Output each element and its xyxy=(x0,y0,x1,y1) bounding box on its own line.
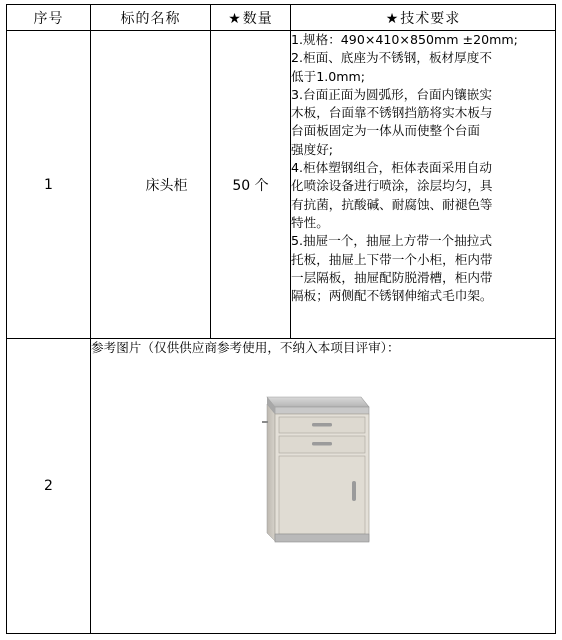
req-line: 1.规格：490×410×850mm ±20mm; xyxy=(291,32,518,47)
spec-table xyxy=(6,4,556,634)
req-line: 有抗菌，抗酸碱、耐腐蚀、耐褪色等 xyxy=(291,196,493,212)
table-row xyxy=(7,31,556,339)
req-line: 3.台面正面为圆弧形，台面内镶嵌实 xyxy=(291,86,492,102)
req-line: 强度好; xyxy=(291,141,334,157)
row1-qty: 50 个 xyxy=(211,31,291,339)
row1-requirements xyxy=(291,31,556,339)
header-qty: ★数量 xyxy=(211,5,291,31)
row1-name: 床头柜 xyxy=(91,31,211,339)
req-line: 4.柜体塑钢组合，柜体表面采用自动 xyxy=(291,160,492,176)
req-line: 托板，抽屉上下带一个小柜，柜内带 xyxy=(291,251,493,267)
req-line: 特性。 xyxy=(291,214,329,230)
reference-caption: 参考图片（仅供供应商参考使用，不纳入本项目评审）： xyxy=(91,340,400,355)
photo-wrap xyxy=(91,357,555,587)
row1-seq: 1 xyxy=(7,31,91,339)
header-row xyxy=(7,5,556,31)
star-icon: ★ xyxy=(228,10,242,27)
header-seq: 序号 xyxy=(7,5,91,31)
req-line: 台面板固定为一体从而使整个台面 xyxy=(291,123,480,139)
req-line: 化喷涂设备进行喷涂，涂层均匀，具 xyxy=(291,178,493,194)
header-requirements: ★技术要求 xyxy=(291,5,556,31)
reference-image-cell xyxy=(91,339,556,634)
bedside-cabinet-image xyxy=(253,391,373,551)
row2-seq: 2 xyxy=(7,339,91,634)
req-line: 木板，台面靠不锈钢挡筋将实木板与 xyxy=(291,105,493,121)
star-icon: ★ xyxy=(385,10,400,27)
req-line: 隔板；两侧配不锈钢伸缩式毛巾架。 xyxy=(291,288,493,304)
req-line: 2.柜面、底座为不锈钢，板材厚度不 xyxy=(291,50,492,66)
req-line: 低于1.0mm; xyxy=(291,68,365,84)
req-line: 5.抽屉一个，抽屉上方带一个抽拉式 xyxy=(291,233,492,249)
header-name: 标的名称 xyxy=(91,5,211,31)
req-line: 一层隔板，抽屉配防脱滑槽，柜内带 xyxy=(291,269,493,285)
table-row xyxy=(7,339,556,634)
